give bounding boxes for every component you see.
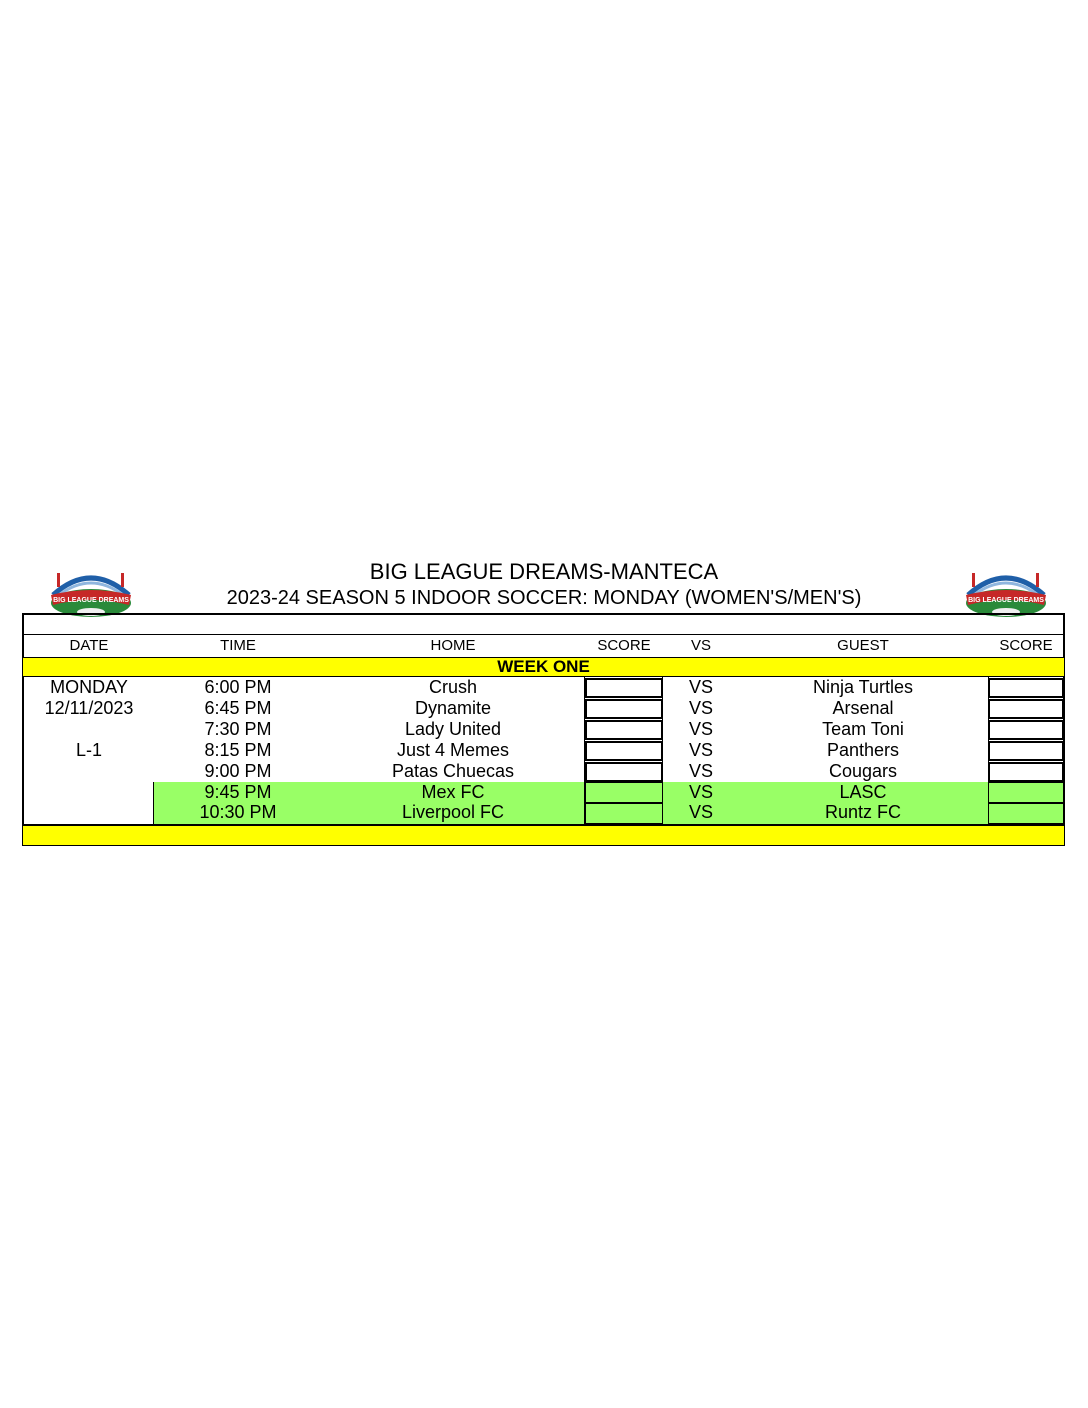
home-team: Dynamite	[414, 698, 492, 718]
guest-team: Panthers	[826, 740, 900, 760]
col-header-date: DATE	[69, 637, 109, 654]
game-time: 8:15 PM	[204, 740, 272, 760]
home-score-box[interactable]	[585, 762, 663, 782]
col-header-time: TIME	[220, 637, 256, 654]
home-team: Crush	[428, 677, 477, 697]
date-day: MONDAY	[50, 677, 128, 697]
col-header-home-score: SCORE	[597, 637, 651, 654]
logo-text: BIG LEAGUE DREAMS	[968, 597, 1044, 604]
column-divider	[584, 677, 585, 824]
logo-text: BIG LEAGUE DREAMS	[53, 597, 129, 604]
vs-label: VS	[688, 740, 713, 760]
vs-label: VS	[688, 677, 713, 697]
guest-team: Team Toni	[822, 719, 904, 739]
guest-score-box[interactable]	[988, 699, 1064, 719]
guest-team: LASC	[839, 782, 887, 802]
game-time: 7:30 PM	[204, 719, 272, 739]
vs-label: VS	[688, 802, 713, 822]
column-divider	[153, 782, 154, 824]
big-league-dreams-logo-right	[960, 565, 1052, 619]
game-time: 9:45 PM	[204, 782, 272, 802]
home-score-box[interactable]	[585, 782, 663, 803]
guest-team: Runtz FC	[824, 802, 902, 822]
guest-team: Arsenal	[832, 698, 894, 718]
game-time: 6:45 PM	[204, 698, 272, 718]
game-time: 9:00 PM	[204, 761, 272, 781]
guest-score-box[interactable]	[988, 803, 1064, 824]
col-header-vs: VS	[690, 637, 711, 654]
bottom-band	[23, 824, 1064, 845]
col-header-home: HOME	[430, 637, 476, 654]
page-subtitle: 2023-24 SEASON 5 INDOOR SOCCER: MONDAY (WOMEN'S/MEN'S)	[226, 587, 862, 609]
game-time: 10:30 PM	[199, 802, 277, 822]
home-team: Patas Chuecas	[391, 761, 515, 781]
home-score-box[interactable]	[585, 741, 663, 761]
big-league-dreams-logo-left	[45, 565, 137, 619]
guest-score-box[interactable]	[988, 678, 1064, 698]
guest-team: Ninja Turtles	[812, 677, 914, 697]
home-score-box[interactable]	[585, 720, 663, 740]
game-time: 6:00 PM	[204, 677, 272, 697]
week-label: WEEK ONE	[497, 657, 590, 676]
home-score-box[interactable]	[585, 803, 663, 824]
home-score-box[interactable]	[585, 678, 663, 698]
page-title: BIG LEAGUE DREAMS-MANTECA	[369, 559, 719, 584]
guest-team: Cougars	[828, 761, 898, 781]
column-divider	[988, 677, 989, 824]
vs-label: VS	[688, 719, 713, 739]
home-team: Mex FC	[421, 782, 485, 802]
header-divider	[24, 634, 1064, 635]
week-band	[23, 657, 1064, 677]
home-team: Just 4 Memes	[396, 740, 510, 760]
col-header-guest-score: SCORE	[999, 637, 1053, 654]
column-divider	[662, 677, 663, 824]
vs-label: VS	[688, 698, 713, 718]
vs-label: VS	[688, 782, 713, 802]
guest-score-box[interactable]	[988, 741, 1064, 761]
home-team: Lady United	[404, 719, 502, 739]
vs-label: VS	[688, 761, 713, 781]
home-team: Liverpool FC	[401, 802, 505, 822]
guest-score-box[interactable]	[988, 720, 1064, 740]
col-header-guest: GUEST	[837, 637, 889, 654]
home-score-box[interactable]	[585, 699, 663, 719]
guest-score-box[interactable]	[988, 762, 1064, 782]
date-value: 12/11/2023	[44, 698, 134, 718]
guest-score-box[interactable]	[988, 782, 1064, 803]
league-label: L-1	[75, 740, 102, 760]
